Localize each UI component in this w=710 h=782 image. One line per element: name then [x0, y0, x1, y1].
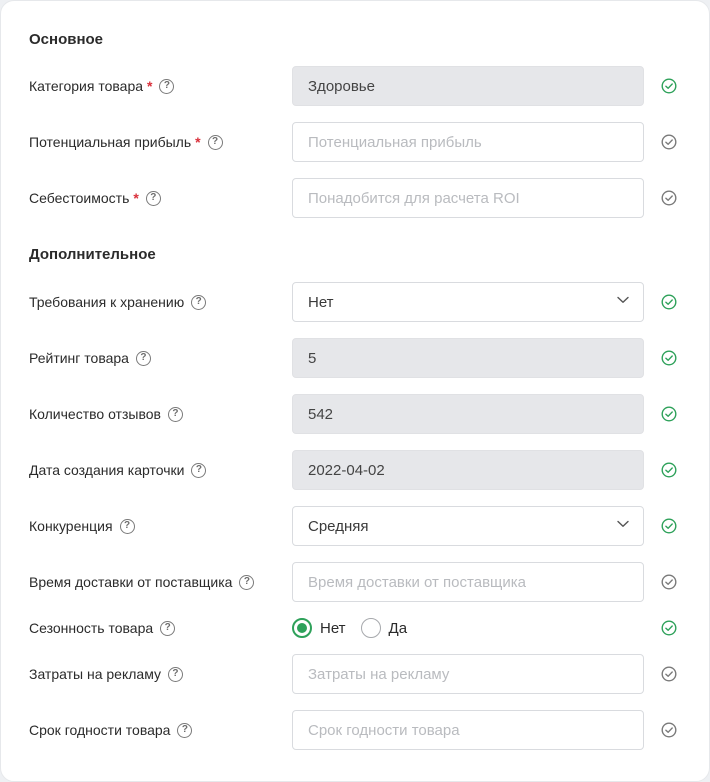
- label-category: Категория товара: [29, 78, 144, 94]
- row-cost: [1, 178, 709, 218]
- label-created: Дата создания карточки: [29, 462, 185, 478]
- row-seasonality: [1, 608, 709, 648]
- radio-yes-label[interactable]: Да: [388, 619, 408, 637]
- competition-select[interactable]: [292, 506, 644, 546]
- label-delivery: Время доставки от поставщика: [29, 574, 233, 590]
- required-mark: *: [147, 78, 153, 94]
- cost-placeholder: Понадобится для расчета ROI: [308, 189, 520, 207]
- question-circle-icon[interactable]: ?: [136, 351, 151, 366]
- check-circle-icon: [661, 134, 677, 150]
- label-reviews: Количество отзывов: [29, 406, 161, 422]
- question-circle-icon[interactable]: ?: [177, 723, 192, 738]
- row-ads: [1, 654, 709, 694]
- rating-value: 5: [308, 349, 317, 367]
- chevron-down-icon: [617, 520, 629, 528]
- label-competition: Конкуренция: [29, 518, 113, 534]
- reviews-field: [292, 394, 644, 434]
- created-value: 2022-04-02: [308, 461, 385, 479]
- question-circle-icon[interactable]: ?: [168, 667, 183, 682]
- radio-no-label[interactable]: Нет: [320, 619, 346, 637]
- profit-placeholder: Потенциальная прибыль: [308, 133, 482, 151]
- check-circle-icon: [661, 294, 677, 310]
- seasonality-radio-group: [292, 618, 422, 638]
- check-circle-icon: [661, 666, 677, 682]
- storage-value: Нет: [308, 293, 334, 311]
- label-rating: Рейтинг товара: [29, 350, 129, 366]
- shelf-life-input[interactable]: [292, 710, 644, 750]
- chevron-down-icon: [617, 296, 629, 304]
- check-circle-icon: [661, 78, 677, 94]
- competition-value: Средняя: [308, 517, 369, 535]
- created-field: [292, 450, 644, 490]
- question-circle-icon[interactable]: ?: [168, 407, 183, 422]
- ads-placeholder: Затраты на рекламу: [308, 665, 450, 683]
- check-circle-icon: [661, 350, 677, 366]
- check-circle-icon: [661, 462, 677, 478]
- check-circle-icon: [661, 574, 677, 590]
- label-shelf-life: Срок годности товара: [29, 722, 171, 738]
- check-circle-icon: [661, 190, 677, 206]
- rating-field: [292, 338, 644, 378]
- required-mark: *: [133, 190, 139, 206]
- label-cost: Себестоимость: [29, 190, 130, 206]
- section-title-main: Основное: [29, 31, 104, 48]
- row-rating: [1, 338, 709, 378]
- question-circle-icon[interactable]: ?: [120, 519, 135, 534]
- check-circle-icon: [661, 406, 677, 422]
- question-circle-icon[interactable]: ?: [191, 295, 206, 310]
- question-circle-icon[interactable]: ?: [160, 621, 175, 636]
- row-reviews: [1, 394, 709, 434]
- cost-input[interactable]: [292, 178, 644, 218]
- question-circle-icon[interactable]: ?: [159, 79, 174, 94]
- radio-yes[interactable]: [361, 618, 381, 638]
- section-title-extra: Дополнительное: [29, 246, 156, 263]
- check-circle-icon: [661, 620, 677, 636]
- ads-input[interactable]: [292, 654, 644, 694]
- label-seasonality: Сезонность товара: [29, 620, 154, 636]
- question-circle-icon[interactable]: ?: [146, 191, 161, 206]
- delivery-placeholder: Время доставки от поставщика: [308, 573, 526, 591]
- category-value: Здоровье: [308, 77, 375, 95]
- row-storage: [1, 282, 709, 322]
- check-circle-icon: [661, 518, 677, 534]
- storage-select[interactable]: [292, 282, 644, 322]
- row-competition: [1, 506, 709, 546]
- shelf-life-placeholder: Срок годности товара: [308, 721, 460, 739]
- label-profit: Потенциальная прибыль: [29, 134, 192, 150]
- delivery-input[interactable]: [292, 562, 644, 602]
- question-circle-icon[interactable]: ?: [239, 575, 254, 590]
- row-profit: [1, 122, 709, 162]
- row-delivery: [1, 562, 709, 602]
- row-category: [1, 66, 709, 106]
- question-circle-icon[interactable]: ?: [191, 463, 206, 478]
- category-field: [292, 66, 644, 106]
- question-circle-icon[interactable]: ?: [208, 135, 223, 150]
- label-storage: Требования к хранению: [29, 294, 185, 310]
- profit-input[interactable]: [292, 122, 644, 162]
- row-shelf-life: [1, 710, 709, 750]
- radio-no[interactable]: [292, 618, 312, 638]
- required-mark: *: [195, 134, 201, 150]
- reviews-value: 542: [308, 405, 334, 423]
- row-created: [1, 450, 709, 490]
- check-circle-icon: [661, 722, 677, 738]
- label-ads: Затраты на рекламу: [29, 666, 161, 682]
